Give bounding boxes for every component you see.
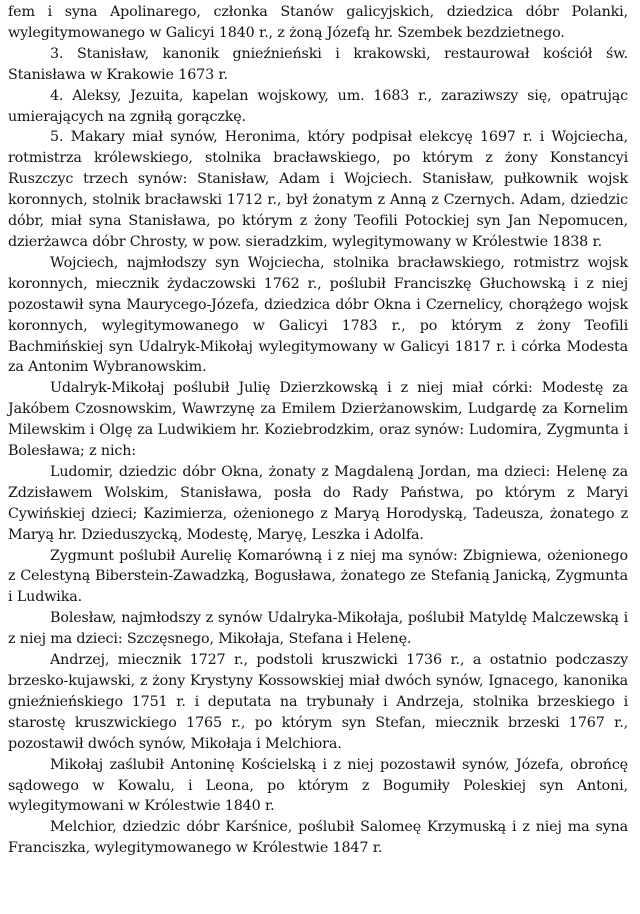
paragraph-stanislaw-kanonik: 3. Stanisław, kanonik gnieźnieński i krakowski, restaurował kościół św. Stanisława w Krakowie 1673 r. [8, 45, 628, 83]
paragraph-aleksy: 4. Aleksy, Jezuita, kapelan wojskowy, um. 1683 r., zaraziwszy się, opatrując umierających na zgniłą gorączkę. [8, 87, 628, 125]
paragraph-wojciech: Wojciech, najmłodszy syn Wojciecha, stolnika bracławskiego, rotmistrz wojsk koronnych, miecznik żydaczowski 1762 r., poślubił Franciszkę Głuchowską i z niej pozostawił syna Mauryceg​o-Józefa, dziedzica dóbr Okna i Czernelicy, chorążego wojsk koronnych, wylegitymowanego w Galicyi 1783 r., po którym z żony Teofili Bachmińskiej syn Udalryk-Mikołaj wylegitymowany w Galicyi 1817 r. i córka Modesta za Antonim Wybranowskim. [8, 254, 628, 376]
paragraph-udalryk-mikolaj: Udalryk-Mikołaj poślubił Julię Dzierzkowską i z niej miał córki: Modestę za Jakóbem Czosnowskim, Wawrzynę za Emilem Dzierżanowskim, Ludgardę za Kornelim Milewskim i Olgę za Ludwikiem hr. Koziebrodzkim, oraz synów: Ludomira, Zygmunta i Bolesława; z nich: [8, 380, 628, 460]
paragraph-makary: 5. Makary miał synów, Heronima, który podpisał elekcyę 1697 r. i Wojciecha, rotmistrza królewskiego, stolnika bracławskiego, po którym z żony Konstancyi Ruszczyc trzech synów: Stanisław, Adam i Wojciech. Stanisław, pułkownik wojsk koronnych, stolnik bracławski 1712 r., był żonatym z Anną z Czernych. Adam, dziedzic dóbr, miał syna Stanisława, po którym z żony Teofili Potockiej syn Jan Nepomucen, dzierżawca dóbr Chrosty, w pow. sieradzkim, wylegitymowany w Królestwie 1838 r. [8, 129, 628, 250]
paragraph-boleslaw: Bolesław, najmłodszy z synów Udalryka-Mikołaja, poślubił Matyldę Malczewską i z niej ma dzieci: Szczęsnego, Mikołaja, Stefana i Helenę. [8, 610, 628, 648]
paragraph-mikolaj: Mikołaj zaślubił Antoninę Kościelską i z niej pozostawił synów, Józefa, obrońcę sądowego w Kowalu, i Leona, po którym z Bogumiły Poleskiej syn Antoni, wylegitymowani w Królestwie 1840 r. [8, 756, 628, 815]
paragraph-apolinary: fem i syna Apolinarego, członka Stanów galicyjskich, dziedzica dóbr Polanki, wylegitymowanego w Galicyi 1840 r., z żoną Józefą hr. Szembek bezdzietnego. [8, 4, 628, 41]
paragraph-zygmunt: Zygmunt poślubił Aurelię Komarówną i z niej ma synów: Zbigniewa, ożenionego z Celestyną Biberstein-Zawadzką, Bogusława, żonatego ze Stefanią Janicką, Zygmunta i Ludwika. [8, 547, 628, 606]
document-page [8, 2, 628, 859]
paragraph-melchior: Melchior, dziedzic dóbr Karśnice, poślubił Salomeę Krzymuską i z niej ma syna Franciszka, wylegitymowanego w Królestwie 1847 r. [8, 819, 628, 857]
paragraph-andrzej: Andrzej, miecznik 1727 r., podstoli kruszwicki 1736 r., a ostatnio podczaszy brzesko-kujawski, z żony Krystyny Kossowskiej miał dwóch synów, Ignacego, kanonika gnieźnieńskiego 1751 r. i deputata na trybunały i Andrzeja, stolnika brzeskiego i starostę kruszwickiego 1765 r., po którym syn Stefan, miecznik brzeski 1767 r., pozostawił dwóch synów, Mikołaja i Melchiora. [8, 652, 628, 752]
paragraph-ludomir: Ludomir, dziedzic dóbr Okna, żonaty z Magdaleną Jordan, ma dzieci: Helenę za Zdzisławem Wolskim, Stanisława, posła do Rady Państwa, po którym z Maryi Cywińskiej dzieci; Kazimierza, ożenionego z Maryą Horodyską, Tadeusza, żonatego z Maryą hr. Dzieduszycką, Modestę, Maryę, Leszka i Adolfa. [8, 463, 628, 543]
